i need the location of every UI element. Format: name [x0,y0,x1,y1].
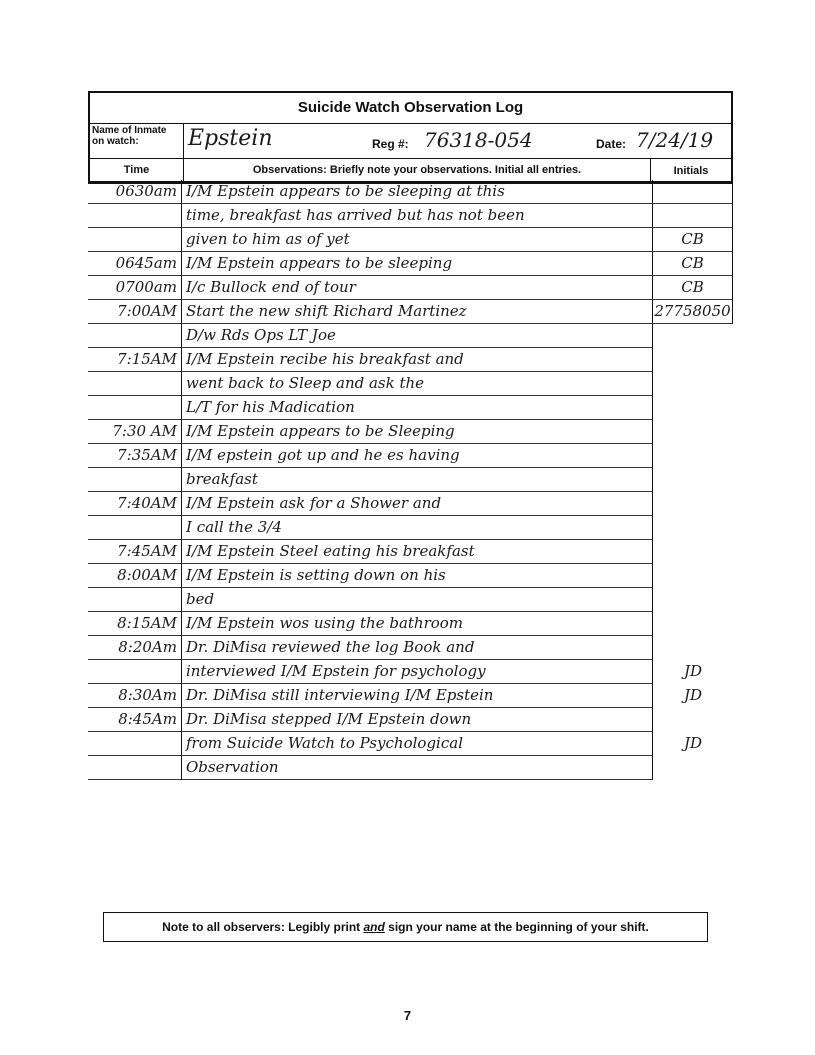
time-column-header: Time [90,159,184,181]
log-row [88,684,733,708]
log-time [88,396,182,420]
log-observation: Start the new shift Richard Martinez [182,300,653,324]
log-initials: CB [653,252,733,276]
log-row [88,564,733,588]
log-time [88,732,182,756]
log-initials: CB [653,276,733,300]
log-initials [653,636,733,660]
log-initials: JD [683,662,703,680]
log-row [88,588,733,612]
log-initials [653,372,733,396]
inmate-info-values [184,124,731,158]
log-observation: D/w Rds Ops LT Joe [182,324,653,348]
footer-note [103,912,708,942]
log-time: 8:45Am [88,708,182,732]
log-time: 7:30 AM [88,420,182,444]
log-observation: I/M Epstein appears to be Sleeping [182,420,653,444]
log-row [88,372,733,396]
log-row [88,300,733,324]
log-observation: time, breakfast has arrived but has not been [182,204,653,228]
log-observation: given to him as of yet [182,228,653,252]
observations-column-header: Observations: Briefly note your observations. Initial all entries. [184,159,651,181]
log-row [88,756,733,780]
log-observation: went back to Sleep and ask the [182,372,653,396]
log-initials [653,204,733,228]
inmate-info-row [90,124,731,159]
log-time: 0700am [88,276,182,300]
log-initials [653,516,733,540]
log-initials [653,180,733,204]
log-row [88,252,733,276]
log-initials: JD [683,734,703,752]
log-row [88,348,733,372]
log-initials [653,492,733,516]
log-observation: I/M epstein got up and he es having [182,444,653,468]
inmate-name-value: Epstein [188,126,273,151]
log-time [88,516,182,540]
log-time [88,228,182,252]
log-initials [653,708,733,732]
observation-log-form [88,91,733,184]
log-observation: I/c Bullock end of tour [182,276,653,300]
log-initials [653,444,733,468]
log-initials [653,540,733,564]
log-row [88,708,733,732]
log-row [88,732,733,756]
log-row [88,396,733,420]
log-observation: L/T for his Madication [182,396,653,420]
reg-number-label: Reg #: [372,137,409,151]
log-initials [653,564,733,588]
log-observation: I/M Epstein is setting down on his [182,564,653,588]
log-observation: Dr. DiMisa reviewed the log Book and [182,636,653,660]
log-initials [653,324,733,348]
log-row [88,324,733,348]
log-initials [653,468,733,492]
log-time [88,204,182,228]
log-initials: 27758050 [653,300,733,324]
log-observation: breakfast [182,468,653,492]
log-observation: from Suicide Watch to Psychological [182,732,653,756]
form-title: Suicide Watch Observation Log [90,93,731,124]
log-observation: I call the 3/4 [182,516,653,540]
log-initials [653,756,733,780]
log-observation: I/M Epstein appears to be sleeping [182,252,653,276]
log-observation: Dr. DiMisa stepped I/M Epstein down [182,708,653,732]
page-number: 7 [403,1008,412,1023]
log-row [88,516,733,540]
log-row [88,492,733,516]
log-observation: bed [182,588,653,612]
initials-column-header: Initials [673,165,709,177]
log-initials [653,348,733,372]
footer-note-after: sign your name at the beginning of your shift. [384,920,649,934]
log-time: 7:45AM [88,540,182,564]
log-initials [653,612,733,636]
log-time [88,588,182,612]
log-row [88,636,733,660]
log-row [88,276,733,300]
footer-note-before: Note to all observers: Legibly print [162,920,364,934]
log-observation: I/M Epstein Steel eating his breakfast [182,540,653,564]
log-observation: I/M Epstein wos using the bathroom [182,612,653,636]
log-time: 8:20Am [88,636,182,660]
log-time: 7:15AM [88,348,182,372]
footer-note-emphasis: and [363,920,385,934]
date-value: 7/24/19 [636,128,714,152]
log-row [88,540,733,564]
log-initials [653,396,733,420]
log-row [88,180,733,204]
log-time: 0630am [88,180,182,204]
log-row [88,204,733,228]
log-time: 7:35AM [88,444,182,468]
log-time [88,372,182,396]
log-initials [653,588,733,612]
log-row [88,228,733,252]
log-observation: I/M Epstein recibe his breakfast and [182,348,653,372]
log-initials [653,420,733,444]
log-time: 8:00AM [88,564,182,588]
log-time: 7:00AM [88,300,182,324]
log-row [88,660,733,684]
log-initials: CB [653,228,733,252]
log-observation: I/M Epstein ask for a Shower and [182,492,653,516]
log-time [88,468,182,492]
log-time [88,756,182,780]
date-label: Date: [596,137,627,151]
log-initials: JD [683,686,703,704]
log-row [88,420,733,444]
log-time: 8:30Am [88,684,182,708]
column-header-row [90,159,731,182]
log-observation: Dr. DiMisa still interviewing I/M Epstein [182,684,653,708]
reg-number-value: 76318-054 [424,128,533,152]
log-row [88,444,733,468]
log-row [88,468,733,492]
log-time: 8:15AM [88,612,182,636]
log-time [88,324,182,348]
log-time [88,660,182,684]
log-observation: I/M Epstein appears to be sleeping at this [182,180,653,204]
log-observation: Observation [182,756,653,780]
log-time: 7:40AM [88,492,182,516]
log-time: 0645am [88,252,182,276]
log-entries [88,180,733,780]
log-observation: interviewed I/M Epstein for psychology [182,660,653,684]
inmate-name-label: Name of Inmate on watch: [90,124,184,158]
log-row [88,612,733,636]
